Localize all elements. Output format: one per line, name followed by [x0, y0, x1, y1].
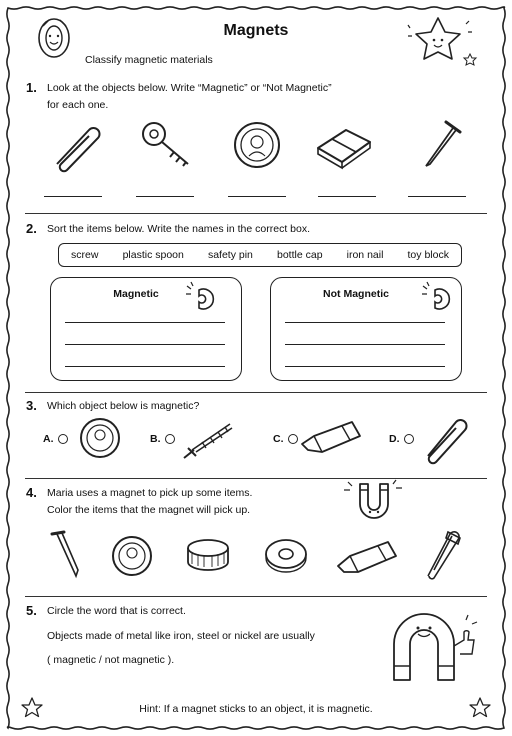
star-mascot-icon — [408, 14, 478, 64]
option-a[interactable] — [43, 433, 68, 445]
q2-text: Sort the items below. Write the names in the correct box. — [47, 223, 311, 235]
key-icon — [138, 118, 198, 168]
q5-text: Circle the word that is correct. — [47, 605, 186, 617]
option-c[interactable] — [273, 433, 298, 445]
word-bank-item: plastic spoon — [122, 249, 184, 261]
option-b[interactable] — [150, 433, 175, 445]
screw-icon — [180, 418, 236, 462]
magnetic-answer-line[interactable] — [65, 322, 225, 323]
page-title: Magnets — [223, 22, 289, 39]
q1-answer-line-4[interactable] — [318, 196, 376, 197]
radio-a[interactable] — [58, 434, 68, 444]
hint-text: Hint: If a magnet sticks to an object, it is magnetic. — [139, 703, 373, 715]
q5-choices-text: ( magnetic / not magnetic ). — [47, 654, 175, 666]
q3-number: 3. — [26, 398, 37, 413]
not-magnetic-answer-line[interactable] — [285, 344, 445, 345]
horseshoe-magnet-icon — [185, 282, 225, 312]
q1-answer-line-3[interactable] — [228, 196, 286, 197]
bottle-cap-icon — [184, 536, 232, 576]
q4-number: 4. — [26, 485, 37, 500]
option-c-label: C. — [273, 433, 284, 445]
horseshoe-magnet-mascot-icon — [340, 476, 410, 526]
word-bank-item: safety pin — [207, 249, 253, 261]
magnetic-box — [50, 277, 242, 381]
q4-text-line2: Color the items that the magnet will pick up. — [47, 504, 251, 516]
word-bank-item: screw — [71, 249, 99, 261]
not-magnetic-box — [270, 277, 462, 381]
not-magnetic-answer-line[interactable] — [285, 322, 445, 323]
q3-text: Which object below is magnetic? — [47, 400, 200, 412]
option-b-label: B. — [150, 433, 161, 445]
paperclip-icon — [418, 414, 468, 464]
word-bank-item: iron nail — [346, 249, 384, 261]
q1-text-line2: for each one. — [47, 99, 109, 111]
crayon-icon — [298, 418, 364, 462]
word-bank — [58, 243, 462, 267]
crayon-icon — [334, 536, 400, 576]
option-d-label: D. — [389, 433, 400, 445]
horseshoe-magnet-thumbs-up-icon — [380, 606, 480, 686]
magnetic-box-title: Magnetic — [113, 288, 159, 300]
eraser-icon — [314, 124, 374, 169]
divider — [25, 596, 487, 597]
radio-c[interactable] — [288, 434, 298, 444]
q1-number: 1. — [26, 80, 37, 95]
q1-text-line1: Look at the objects below. Write “Magnetic” or “Not Magnetic” — [47, 82, 332, 94]
q1-answer-line-1[interactable] — [44, 196, 102, 197]
q1-answer-line-2[interactable] — [136, 196, 194, 197]
paperclip-icon — [45, 122, 105, 172]
q5-sentence: Objects made of metal like iron, steel or nickel are usually — [47, 630, 315, 642]
coin-icon — [78, 416, 122, 460]
q1-answer-line-5[interactable] — [408, 196, 466, 197]
divider — [25, 392, 487, 393]
option-d[interactable] — [389, 433, 414, 445]
magnetic-answer-line[interactable] — [65, 344, 225, 345]
q2-number: 2. — [26, 221, 37, 236]
safety-pin-icon — [420, 526, 464, 582]
divider — [25, 478, 487, 479]
option-a-label: A. — [43, 433, 54, 445]
not-magnetic-box-title: Not Magnetic — [323, 288, 389, 300]
coin-icon — [110, 534, 154, 578]
washer-icon — [262, 536, 310, 576]
star-icon — [468, 696, 492, 720]
coin-icon — [232, 120, 282, 170]
horseshoe-magnet-icon — [421, 282, 461, 312]
q5-number: 5. — [26, 603, 37, 618]
magnetic-answer-line[interactable] — [65, 366, 225, 367]
nail-icon — [416, 114, 466, 174]
nail-icon — [48, 528, 84, 580]
q5-choices[interactable] — [47, 652, 174, 669]
q4-text-line1: Maria uses a magnet to pick up some items. — [47, 487, 253, 499]
page-subtitle: Classify magnetic materials — [85, 54, 213, 66]
radio-b[interactable] — [165, 434, 175, 444]
word-bank-item: bottle cap — [277, 249, 323, 261]
radio-d[interactable] — [404, 434, 414, 444]
word-bank-item: toy block — [407, 249, 449, 261]
divider — [25, 213, 487, 214]
not-magnetic-answer-line[interactable] — [285, 366, 445, 367]
